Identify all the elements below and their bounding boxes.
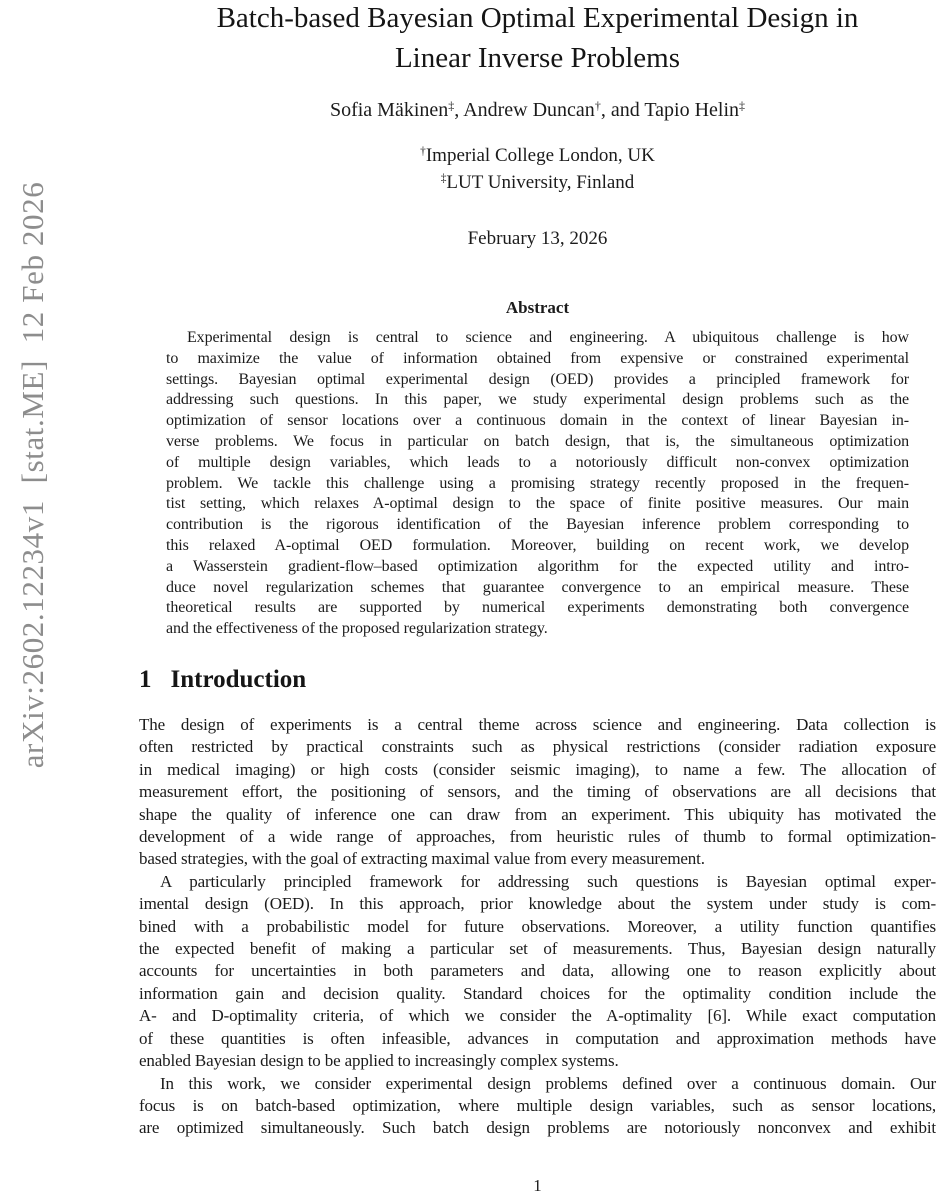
text-line: imental design (OED). In this approach, prior knowledge about the system under study is com-: [139, 894, 936, 914]
paper-title-line-1: Batch-based Bayesian Optimal Experimental Design in: [216, 2, 859, 34]
text-line: contribution is the rigorous identification of the Bayesian inference problem corresponding to: [166, 516, 909, 534]
affiliation-line: ‡LUT University, Finland: [440, 172, 635, 193]
text-line: tist setting, which relaxes A-optimal design to the space of finite positive measures. Our main: [166, 495, 909, 513]
text-line: are optimized simultaneously. Such batch design problems are notoriously nonconvex and exhibit: [139, 1118, 936, 1138]
paper-title: [139, 0, 936, 78]
text-line: to maximize the value of information obtained from expensive or constrained experimental: [166, 349, 909, 367]
affiliation-mark: ‡: [440, 172, 447, 185]
text-line: bined with a probabilistic model for future observations. Moreover, a utility function quantifies: [139, 916, 936, 936]
section-title: Introduction: [170, 666, 307, 693]
author-affiliation-mark: ‡: [448, 98, 455, 113]
text-line: measurement effort, the positioning of sensors, and the timing of observations are all decisions that: [139, 782, 936, 802]
author-name: Sofia Mäkinen: [329, 99, 449, 121]
text-line: optimization of sensor locations over a continuous domain in the context of linear Bayesian in-: [166, 412, 909, 430]
text-line: this relaxed A-optimal OED formulation. Moreover, building on recent work, we develop: [166, 536, 909, 554]
page-number: 1: [533, 1176, 542, 1195]
affiliation-mark: †: [420, 145, 426, 158]
affiliation-list: [139, 142, 936, 196]
text-line: Experimental design is central to science and engineering. A ubiquitous challenge is how: [187, 329, 909, 346]
section-number: 1: [139, 666, 152, 693]
text-line: problem. We tackle this challenge using a promising strategy recently proposed in the frequen-: [166, 474, 909, 492]
text-line: enabled Bayesian design to be applied to increasingly complex systems.: [139, 1051, 619, 1071]
text-line: a Wasserstein gradient-flow–based optimization algorithm for the expected utility and intro-: [166, 557, 909, 575]
text-line: the expected benefit of making a particular set of measurements. Thus, Bayesian design naturally: [139, 939, 936, 959]
text-line: often restricted by practical constraints such as physical restrictions (consider radiation exposure: [139, 737, 936, 757]
introduction-body: [139, 714, 936, 1140]
text-line: development of a wide range of approaches, from heuristic rules of thumb to formal optimization-: [139, 827, 936, 847]
text-line: accounts for uncertainties in both parameters and data, allowing one to reason explicitly about: [139, 961, 936, 981]
abstract-block: [166, 298, 909, 640]
text-line: of these quantities is often infeasible, advances in computation and approximation methods have: [139, 1028, 936, 1048]
text-line: shape the quality of inference one can draw from an experiment. This ubiquity has motivated the: [139, 804, 936, 824]
affiliation-line: †Imperial College London, UK: [420, 145, 655, 166]
section-heading-introduction: [139, 666, 306, 694]
author-name: Andrew Duncan: [463, 99, 595, 121]
abstract-body: [166, 328, 909, 640]
paper-date: February 13, 2026: [467, 228, 608, 249]
text-line: theoretical results are supported by numerical experiments demonstrating both convergence: [166, 599, 909, 617]
text-line: duce novel regularization schemes that guarantee convergence to an empirical measure. These: [166, 578, 909, 596]
text-line: of multiple design variables, which leads to a notoriously difficult non-convex optimization: [166, 453, 909, 471]
abstract-heading: Abstract: [505, 298, 570, 317]
text-line: settings. Bayesian optimal experimental design (OED) provides a principled framework for: [166, 370, 909, 388]
text-line: focus is on batch-based optimization, where multiple design variables, such as sensor locations,: [139, 1095, 936, 1115]
text-line: addressing such questions. In this paper, we study experimental design problems such as the: [166, 391, 909, 409]
text-line: information gain and decision quality. Standard choices for the optimality condition include the: [139, 983, 936, 1003]
text-line: based strategies, with the goal of extracting maximal value from every measurement.: [139, 849, 705, 869]
text-line: A- and D-optimality criteria, of which we consider the A-optimality [6]. While exact computation: [139, 1006, 936, 1026]
text-line: In this work, we consider experimental design problems defined over a continuous domain. Our: [160, 1073, 936, 1093]
arxiv-stamp: arXiv:2602.12234v1 [stat.ME] 12 Feb 2026: [15, 181, 50, 769]
paper-title-line-2: Linear Inverse Problems: [394, 42, 681, 74]
text-line: The design of experiments is a central theme across science and engineering. Data collection is: [139, 715, 936, 734]
text-line: A particularly principled framework for addressing such questions is Bayesian optimal exper-: [160, 871, 936, 891]
text-line: and the effectiveness of the proposed regularization strategy.: [166, 620, 548, 638]
author-affiliation-mark: ‡: [739, 98, 746, 113]
paper-content: [139, 0, 936, 1200]
text-line: verse problems. We focus in particular on batch design, that is, the simultaneous optimization: [166, 432, 909, 450]
author-affiliation-mark: †: [594, 98, 601, 113]
author-name: Tapio Helin: [644, 99, 740, 121]
author-list: Sofia Mäkinen‡, Andrew Duncan†, and Tapio Helin‡: [329, 98, 746, 121]
text-line: in medical imaging) or high costs (consider seismic imaging), to name a few. The allocation of: [139, 759, 936, 779]
